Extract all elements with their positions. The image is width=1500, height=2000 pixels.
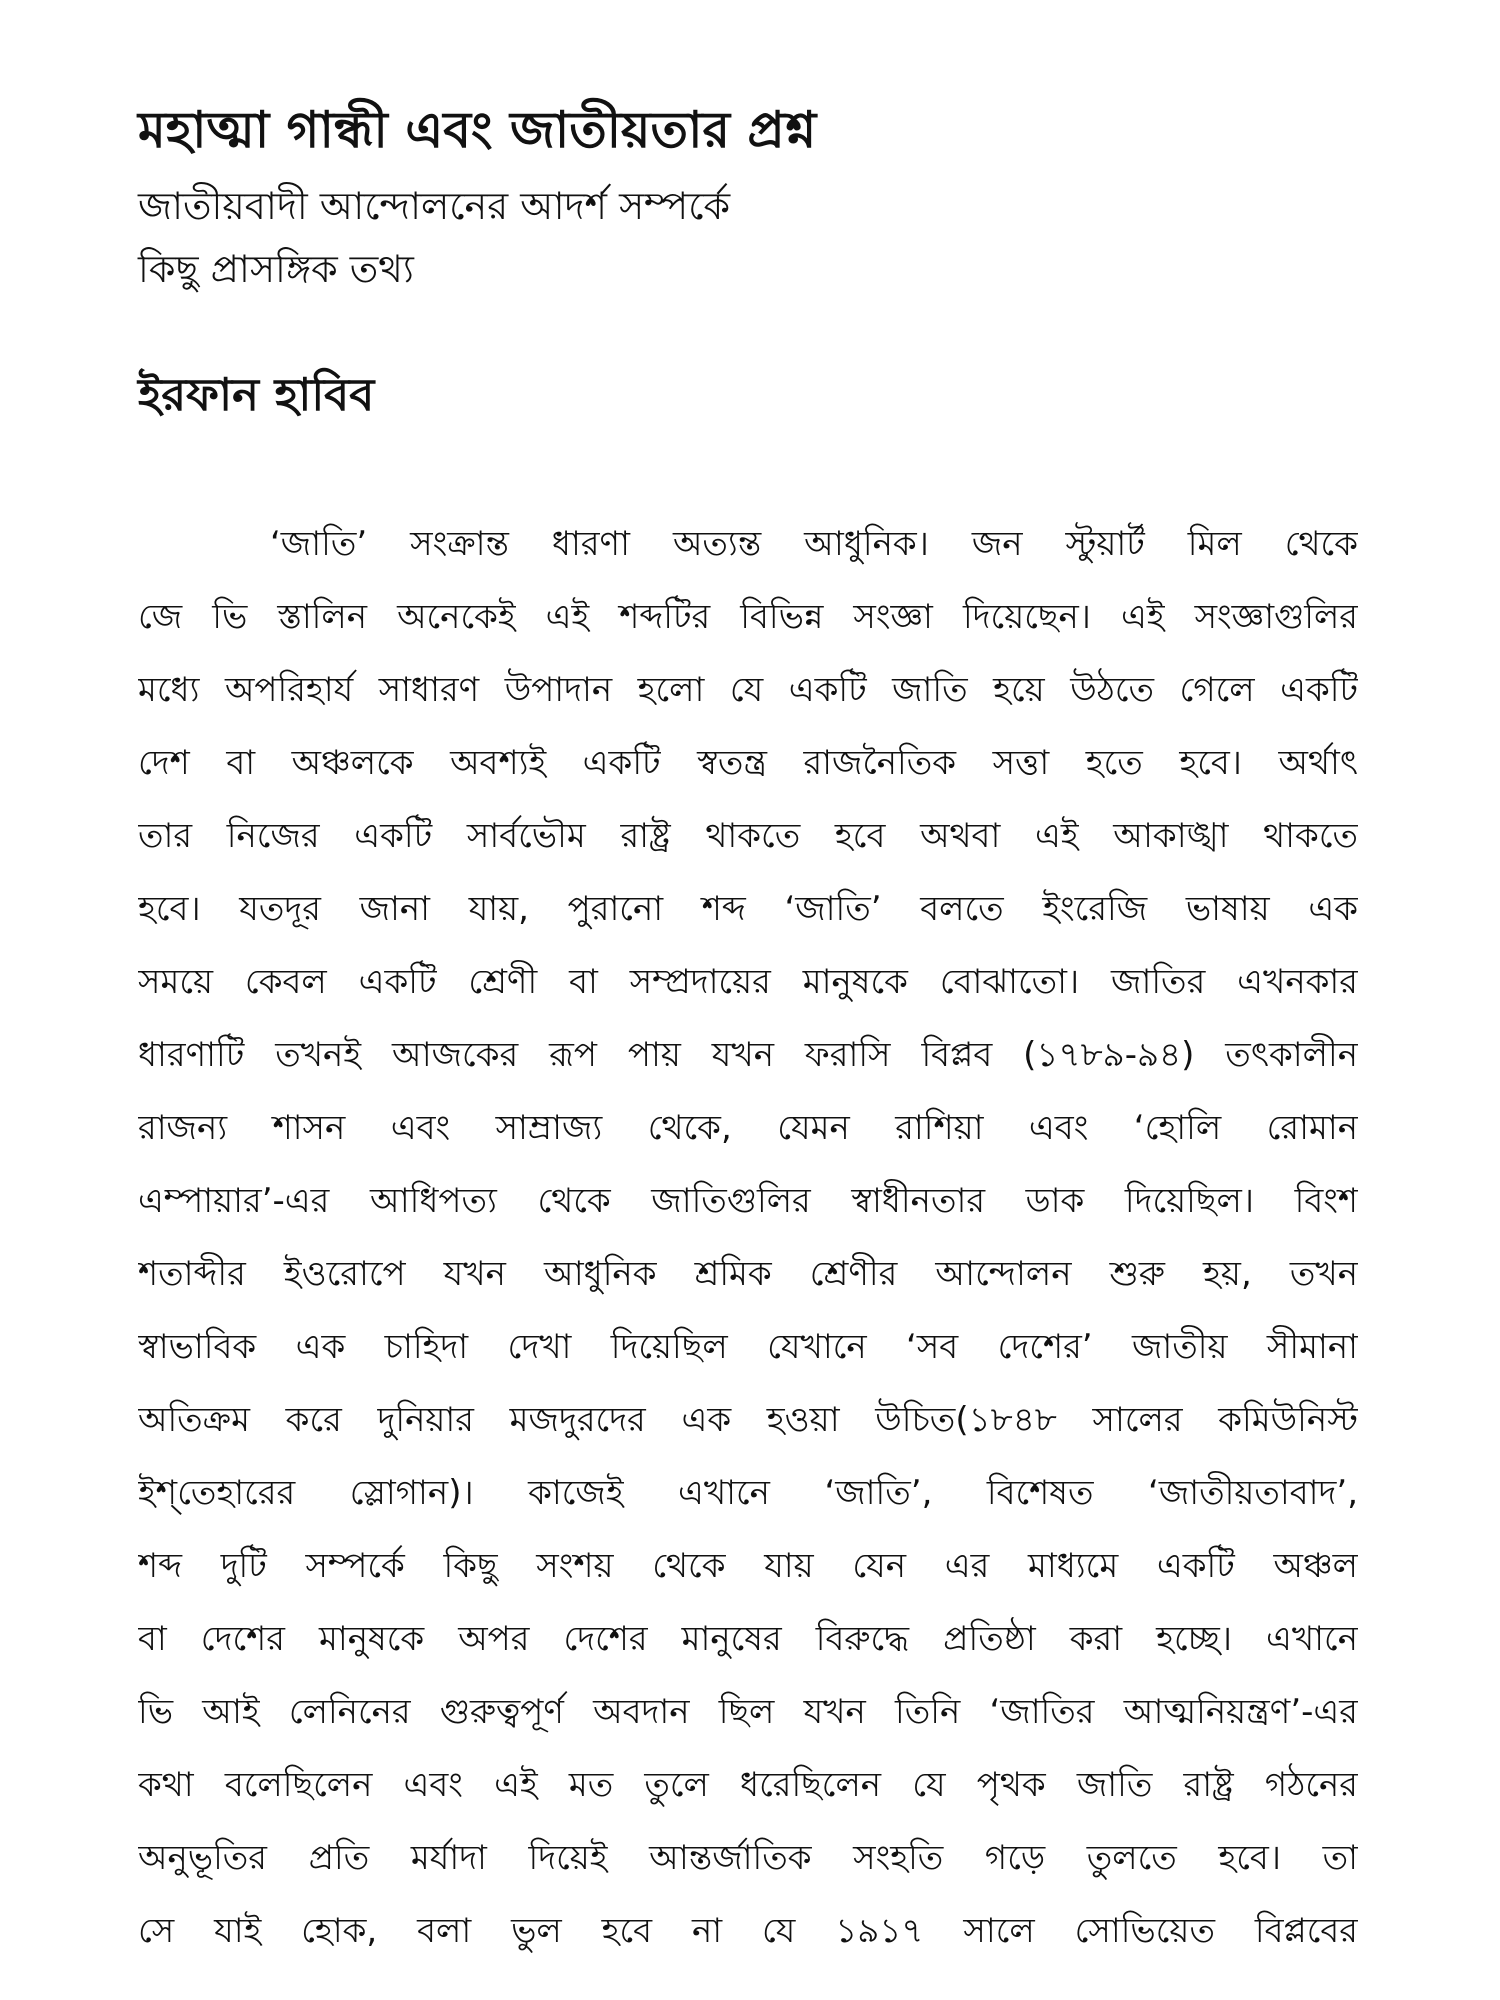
body-line: ভি আই লেনিনের গুরুত্বপূর্ণ অবদান ছিল যখন তিনি ‘জাতির আত্মনিয়ন্ত্রণ’-এর	[138, 1692, 1358, 1732]
body-line: ধারণাটি তখনই আজকের রূপ পায় যখন ফরাসি বিপ্লব (১৭৮৯-৯৪) তৎকালীন	[138, 1035, 1358, 1075]
article-title: মহাত্মা গান্ধী এবং জাতীয়তার প্রশ্ন	[138, 101, 817, 159]
body-line: শতাব্দীর ইওরোপে যখন আধুনিক শ্রমিক শ্রেণীর আন্দোলন শুরু হয়, তখন	[138, 1254, 1358, 1294]
body-line: শব্দ দুটি সম্পর্কে কিছু সংশয় থেকে যায় যেন এর মাধ্যমে একটি অঞ্চল	[138, 1546, 1358, 1586]
body-line: হবে। যতদূর জানা যায়, পুরানো শব্দ ‘জাতি’ বলতে ইংরেজি ভাষায় এক	[138, 889, 1358, 929]
body-line: স্বাভাবিক এক চাহিদা দেখা দিয়েছিল যেখানে ‘সব দেশের’ জাতীয় সীমানা	[138, 1327, 1358, 1367]
body-line: ইশ্‌তেহারের স্লোগান)। কাজেই এখানে ‘জাতি’, বিশেষত ‘জাতীয়তাবাদ’,	[138, 1473, 1358, 1513]
article-author: ইরফান হাবিব	[138, 368, 375, 421]
body-line: তার নিজের একটি সার্বভৌম রাষ্ট্র থাকতে হবে অথবা এই আকাঙ্খা থাকতে	[138, 816, 1358, 856]
body-line: কথা বলেছিলেন এবং এই মত তুলে ধরেছিলেন যে পৃথক জাতি রাষ্ট্র গঠনের	[138, 1765, 1358, 1805]
body-line: মধ্যে অপরিহার্য সাধারণ উপাদান হলো যে একটি জাতি হয়ে উঠতে গেলে একটি	[138, 670, 1358, 710]
body-line: সে যাই হোক, বলা ভুল হবে না যে ১৯১৭ সালে সোভিয়েত বিপ্লবের	[138, 1911, 1358, 1951]
article-body	[138, 508, 1358, 1968]
subtitle-line: জাতীয়বাদী আন্দোলনের আদর্শ সম্পর্কে	[138, 184, 731, 228]
body-line: এম্পায়ার’-এর আধিপত্য থেকে জাতিগুলির স্বাধীনতার ডাক দিয়েছিল। বিংশ	[138, 1181, 1358, 1221]
body-line: রাজন্য শাসন এবং সাম্রাজ্য থেকে, যেমন রাশিয়া এবং ‘হোলি রোমান	[138, 1108, 1358, 1148]
body-line: সময়ে কেবল একটি শ্রেণী বা সম্প্রদায়ের মানুষকে বোঝাতো। জাতির এখনকার	[138, 962, 1358, 1002]
body-line: জে ভি স্তালিন অনেকেই এই শব্দটির বিভিন্ন সংজ্ঞা দিয়েছেন। এই সংজ্ঞাগুলির	[138, 597, 1358, 637]
body-line: ‘জাতি’ সংক্রান্ত ধারণা অত্যন্ত আধুনিক। জন স্টুয়ার্ট মিল থেকে	[270, 524, 1358, 564]
body-line: দেশ বা অঞ্চলকে অবশ্যই একটি স্বতন্ত্র রাজনৈতিক সত্তা হতে হবে। অর্থাৎ	[138, 743, 1358, 783]
subtitle-line: কিছু প্রাসঙ্গিক তথ্য	[138, 247, 414, 291]
body-line: অতিক্রম করে দুনিয়ার মজদুরদের এক হওয়া উচিত(১৮৪৮ সালের কমিউনিস্ট	[138, 1400, 1358, 1440]
article-subtitle	[138, 175, 1388, 301]
body-line: অনুভূতির প্রতি মর্যাদা দিয়েই আন্তর্জাতিক সংহতি গড়ে তুলতে হবে। তা	[138, 1838, 1358, 1878]
body-line: বা দেশের মানুষকে অপর দেশের মানুষের বিরুদ্ধে প্রতিষ্ঠা করা হচ্ছে। এখানে	[138, 1619, 1358, 1659]
